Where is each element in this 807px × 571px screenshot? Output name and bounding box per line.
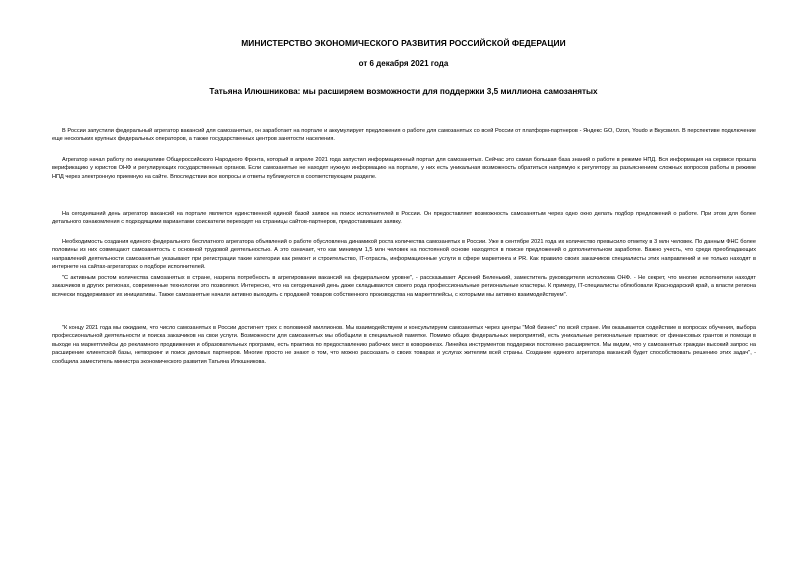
- body-paragraph-1: [52, 127, 756, 144]
- body-paragraph-4: [52, 238, 756, 272]
- body-paragraph-5: [52, 274, 756, 299]
- document-headline: Татьяна Илюшникова: мы расширяем возможности для поддержки 3,5 миллиона самозанятых: [209, 87, 598, 96]
- paragraph-2-text: Агрегатор начал работу по инициативе Общероссийского Народного Фронта, который в апреле 2021 года запустил информационный портал для самозанятых. Сейчас это самая большая база знаний о работе в режиме НПД. Вся информация на сервисе прошла верификацию у юристов ОНФ и регулирующих государственных органов. Если самозанятые не находят нужную информацию на портале, у них есть уникальная возможность обратиться напрямую к регулятору за разъяснением сложных вопросов работы в режиме НПД через электронную приемную на сайте. Впоследствии все вопросы и ответы публикуются в соответствующем разделе.: [52, 157, 756, 180]
- paragraph-4-text: Необходимость создания единого федерального бесплатного агрегатора объявлений о работе обусловлена динамикой роста количества самозанятых в России. Уже в сентябре 2021 года их количество превысило отметку в 3 млн человек. По данным ФНС более половины из них совмещают самозанятость с основной трудовой деятельностью. А это означает, что как минимум 1,5 млн человек на постоянной основе находятся в поиске предложений о дополнительном заработке. Важно учесть, что среди преобладающих направлений деятельности самозанятые указывают при регистрации такие категории как ремонт и строительство, IT-отрасль, информационные услуги в сфере маркетинга и PR. Как правило своих заказчиков специалисты этих направлений и не только находят в интернете на сайтах-агрегаторах о подборе исполнителей.: [52, 239, 756, 271]
- paragraph-1-text: В России запустили федеральный агрегатор вакансий для самозанятых, он заработает на портале и аккумулирует предложения о работе для самозанятых со всей России от платформ-партнеров - Яндекс GO, Ozon, Youdo и Вкусвилл. В перспективе подключение еще нескольких крупных федеральных операторов, а также государственных центров занятости населения.: [52, 128, 756, 143]
- paragraph-6-text: "К концу 2021 года мы ожидаем, что число самозанятых в России достигнет трех с половиной миллионов. Мы взаимодействуем и консультируем самозанятых через центры "Мой бизнес" по всей стране. Им оказывается содействие в вопросах обучения, выбора профессиональной деятельности и поиска заказчиков на свои услуги. Возможности для самозанятых мы обобщили в специальной памятке. Помимо общих федеральных мероприятий, есть уникальные региональные практики: от финансовых грантов и помощи в выходе на маркетплейсы до рекламного продвижения и образовательных программ, есть практика по предоставлению рабочих мест в коворкингах. Линейка инструментов поддержки постоянно расширяется. Мы видим, что у самозанятых граждан высокий запрос на расширение клиентской базы, нетворкинг и поиск деловых партнеров. Многие просто не знают о том, что можно рассказать о своих товарах и услугах жителям всей страны. Создание единого агрегатора вакансий будет способствовать решению этих задач", - сообщила заместитель министра экономического развития Татьяна Илюшникова.: [52, 325, 756, 365]
- paragraph-3-text: На сегодняшний день агрегатор вакансий на портале является единственной единой базой заявок на поиск исполнителей в России. Он предоставляет возможность самозанятым через одно окно делать подбор предложений о работе. При этом для более детального ознакомления с подходящими вариантами соискатели переходят на страницы сайтов-партнеров, предоставивших заявку.: [52, 211, 756, 226]
- body-paragraph-2: [52, 156, 756, 181]
- ministry-header: МИНИСТЕРСТВО ЭКОНОМИЧЕСКОГО РАЗВИТИЯ РОССИЙСКОЙ ФЕДЕРАЦИИ: [241, 38, 566, 48]
- document-date: от 6 декабря 2021 года: [358, 59, 449, 68]
- paragraph-5-text: "С активным ростом количества самозанятых в стране, назрела потребность в агрегировании вакансий на федеральном уровне", - рассказывает Арсений Беленький, заместитель руководителя исполкома ОНФ. - Не секрет, что многие исполнители находят заказчиков в других регионах, современные технологии это позволяют. Интересно, что на сегодняшний день даже складываются своего рода профессиональные региональные кластеры. К примеру, IT-специалисты облюбовали Краснодарский край, а власти региона всячески поддерживают их инициативы. Также самозанятые начали активно выходить с продажей товаров собственного производства на маркетплейсы, с которыми мы активно взаимодействуем".: [52, 275, 756, 298]
- body-paragraph-3: [52, 210, 756, 227]
- body-paragraph-6: [52, 324, 756, 366]
